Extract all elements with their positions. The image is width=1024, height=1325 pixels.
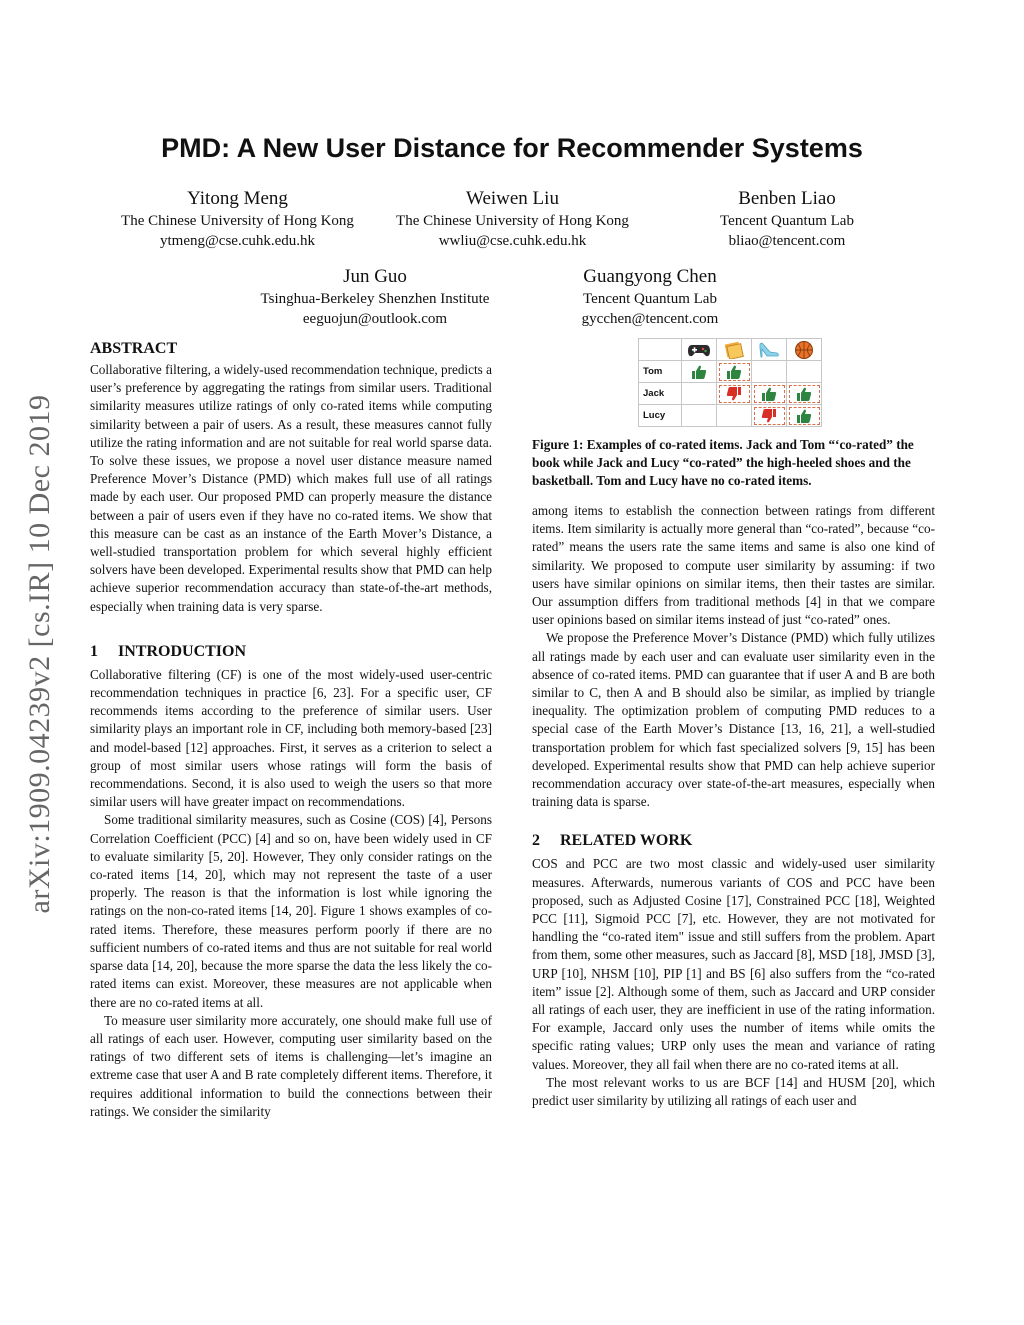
thumbs-up-icon [761,386,777,402]
related-paragraph: COS and PCC are two most classic and widely-used user similarity measures. Afterwards, numerous variants of COS and PCC have been proposed, such as Adjusted Cosine [17], Constrained PCC [18], Weighted PCC [11], Sigmoid PCC [7], etc. However, they are not motivated for handling the “co-rated item" issue and still suffers from the problem. Apart from them, some other measures, such as Jaccard [8], MSD [18], JMSD [3], URP [10], NHSM [10], PIP [1] and BS [6] also suffers from the “co-rated item” issue [2]. Although some of them, such as Jaccard and URP consider all ratings of each user, they are inefficient in use of the rating information. For example, Jaccard only uses the number of items while omits the specific rating values; URP only uses the mean and variance of rating values. Moreover, they all fail when there are no co-rated items at all. [532,856,935,1072]
rating-cell [752,383,787,405]
rating-cell [717,361,752,383]
user-label: Jack [639,383,682,405]
intro-paragraph: Some traditional similarity measures, such as Cosine (COS) [4], Persons Correlation Coefficient (PCC) [4] and so on, have been widely used in CF to evaluate similarity [5, 20]. However, They only consider ratings on the co-rated items [14, 20], which may not represent the taste of a user properly. The reason is that the information is lost while ignoring the ratings on the non-co-rated items [14, 20]. Figure 1 shows examples of co-rated items. Therefore, these measures perform poorly if there are no sufficient numbers of co-rated items and thus are not suitable for real world sparse data [14, 20], because the more sparse the data the less likely the co-rated items can exist. Moreover, these measures are not applicable when there are no co-rated items at all. [90,812,492,1010]
author-email: gycchen@tencent.com [581,311,719,327]
section-title: INTRODUCTION [118,642,247,660]
rating-cell [787,361,822,383]
thumbs-down-icon [761,408,777,424]
high-heeled-shoe-icon [758,341,780,359]
thumbs-up-icon [796,408,812,424]
author-affiliation: The Chinese University of Hong Kong [121,213,354,229]
author-affiliation: Tencent Quantum Lab [720,213,854,229]
body-paragraph: We propose the Preference Mover’s Distance (PMD) which fully utilizes all ratings made by each user and can evaluate user similarity even in the absence of co-rated items. PMD can guarantee that if user A and B are both similar to C, then A and B should also be similar, as implied by triangle inequality. The optimization problem of computing PMD reduces to a special case of the Earth Mover’s Distance [13, 16, 21], a well-studied transportation problem for which fast specialized solvers [9, 15] has been developed. Experimental results show that PMD can help achieve superior recommendation accuracy over state-of-the-art measures, especially when training data is sparse. [532,630,935,810]
author-name: Jun Guo [343,266,407,287]
game-controller-icon [687,342,711,358]
user-row [639,383,822,405]
author-email: ytmeng@cse.cuhk.edu.hk [159,233,316,249]
related-paragraph: The most relevant works to us are BCF [14] and HUSM [20], which predict user similarity by utilizing all ratings of each user and [532,1074,935,1109]
author-affiliation: The Chinese University of Hong Kong [396,213,629,229]
item-cell [752,339,787,361]
rating-cell [682,383,717,405]
author-block [375,187,650,251]
user-label: Lucy [639,405,682,427]
thumbs-down-icon [726,386,742,402]
author-block [100,187,375,251]
item-cell [717,339,752,361]
right-column [532,502,935,1110]
section-number: 2 [532,832,540,850]
intro-paragraph: To measure user similarity more accurately, one should make full use of all ratings of each user. However, computing user similarity based on the ratings of two different sets of items is challenging—let’s imagine an extreme case that user A and B rate completely different items. Therefore, it requires additional information to build the connections between their ratings. We consider the similarity [90,1012,492,1119]
rating-cell [717,405,752,427]
body-paragraph: among items to establish the connection between ratings from different items. Item similarity is actually more general than “co-rated”, because “co-rated” means the users rate the same items and same is also one kind of similarity. We proposed to compute user similarity by assuming: if two users have similar opinions on similar items, then their tastes are similar. Our assumption differs from traditional methods [4] in that we compare user opinions based on similar items instead of just “co-rated” ones. [532,503,935,628]
user-label: Tom [639,361,682,383]
item-header-row [639,339,822,361]
paper-title: PMD: A New User Distance for Recommender Systems [161,133,863,163]
left-column [90,339,492,1121]
rating-cell [787,383,822,405]
section-title: RELATED WORK [560,832,693,850]
author-email: bliao@tencent.com [728,233,846,249]
author-name: Weiwen Liu [466,188,559,209]
author-affiliation: Tsinghua-Berkeley Shenzhen Institute [260,291,490,307]
section-number: 1 [90,642,98,660]
thumbs-up-icon [726,364,742,380]
book-icon [723,341,745,359]
thumbs-up-icon [691,364,707,380]
corner-cell [639,339,682,361]
rating-cell [717,383,752,405]
rating-cell [682,361,717,383]
co-rated-table [638,338,822,427]
basketball-icon [794,340,814,360]
related-work-heading [532,831,935,851]
abstract-heading: ABSTRACT [90,340,178,357]
abstract-text: Collaborative filtering, a widely-used recommendation technique, predicts a user’s preference by aggregating the ratings from similar users. Traditional similarity measures utilize ratings of only co-rated items while computing similarity between a pair of users. As a result, these measures cannot fully utilize the rating information and are not suitable for real world sparse data. To solve these issues, we propose a novel user distance measure named Preference Mover’s Distance (PMD) which makes full use of all ratings made by each user. Our proposed PMD can properly measure the distance between a pair of users even if they have no co-rated items. We show that this measure can be cast as an instance of the Earth Mover’s Distance, a well-studied transportation problem for which several highly efficient solvers have been developed. Experimental results show that PMD can help achieve superior recommendation accuracy than state-of-the-art methods, especially when training data is very sparse. [90,362,492,614]
intro-heading [90,642,492,662]
author-affiliation: Tencent Quantum Lab [583,291,717,307]
item-cell [787,339,822,361]
author-block [530,265,770,329]
figure-caption: Figure 1: Examples of co-rated items. Jack and Tom “‘co-rated” the book while Jack and Lucy “co-rated” the high-heeled shoes and the basketball. Tom and Lucy have no co-rated items. [532,437,914,489]
thumbs-up-icon [796,386,812,402]
rating-cell [682,405,717,427]
author-block [235,265,515,329]
author-name: Yitong Meng [187,188,288,209]
rating-cell [752,405,787,427]
item-cell [682,339,717,361]
author-email: eeguojun@outlook.com [302,311,448,327]
rating-cell [787,405,822,427]
figure-1 [638,338,822,427]
arxiv-stamp [20,368,60,940]
user-row [639,405,822,427]
author-name: Benben Liao [738,188,836,209]
arxiv-id: arXiv:1909.04239v2 [cs.IR] 10 Dec 2019 [23,394,56,914]
author-email: wwliu@cse.cuhk.edu.hk [438,233,587,249]
author-block [667,187,907,251]
author-name: Guangyong Chen [583,266,717,287]
intro-paragraph: Collaborative filtering (CF) is one of the most widely-used user-centric recommendation techniques in practice [6, 23]. For a specific user, CF recommends items according to the preference of similar users. User similarity plays an important role in CF, including both memory-based [23] and model-based [12] approaches. First, it serves as a criterion to select a group of most similar users whose ratings will form the basis of recommendations. Second, it is also used to weigh the users so that more similar users will have greater impact on recommendations. [90,666,492,810]
user-row [639,361,822,383]
rating-cell [752,361,787,383]
